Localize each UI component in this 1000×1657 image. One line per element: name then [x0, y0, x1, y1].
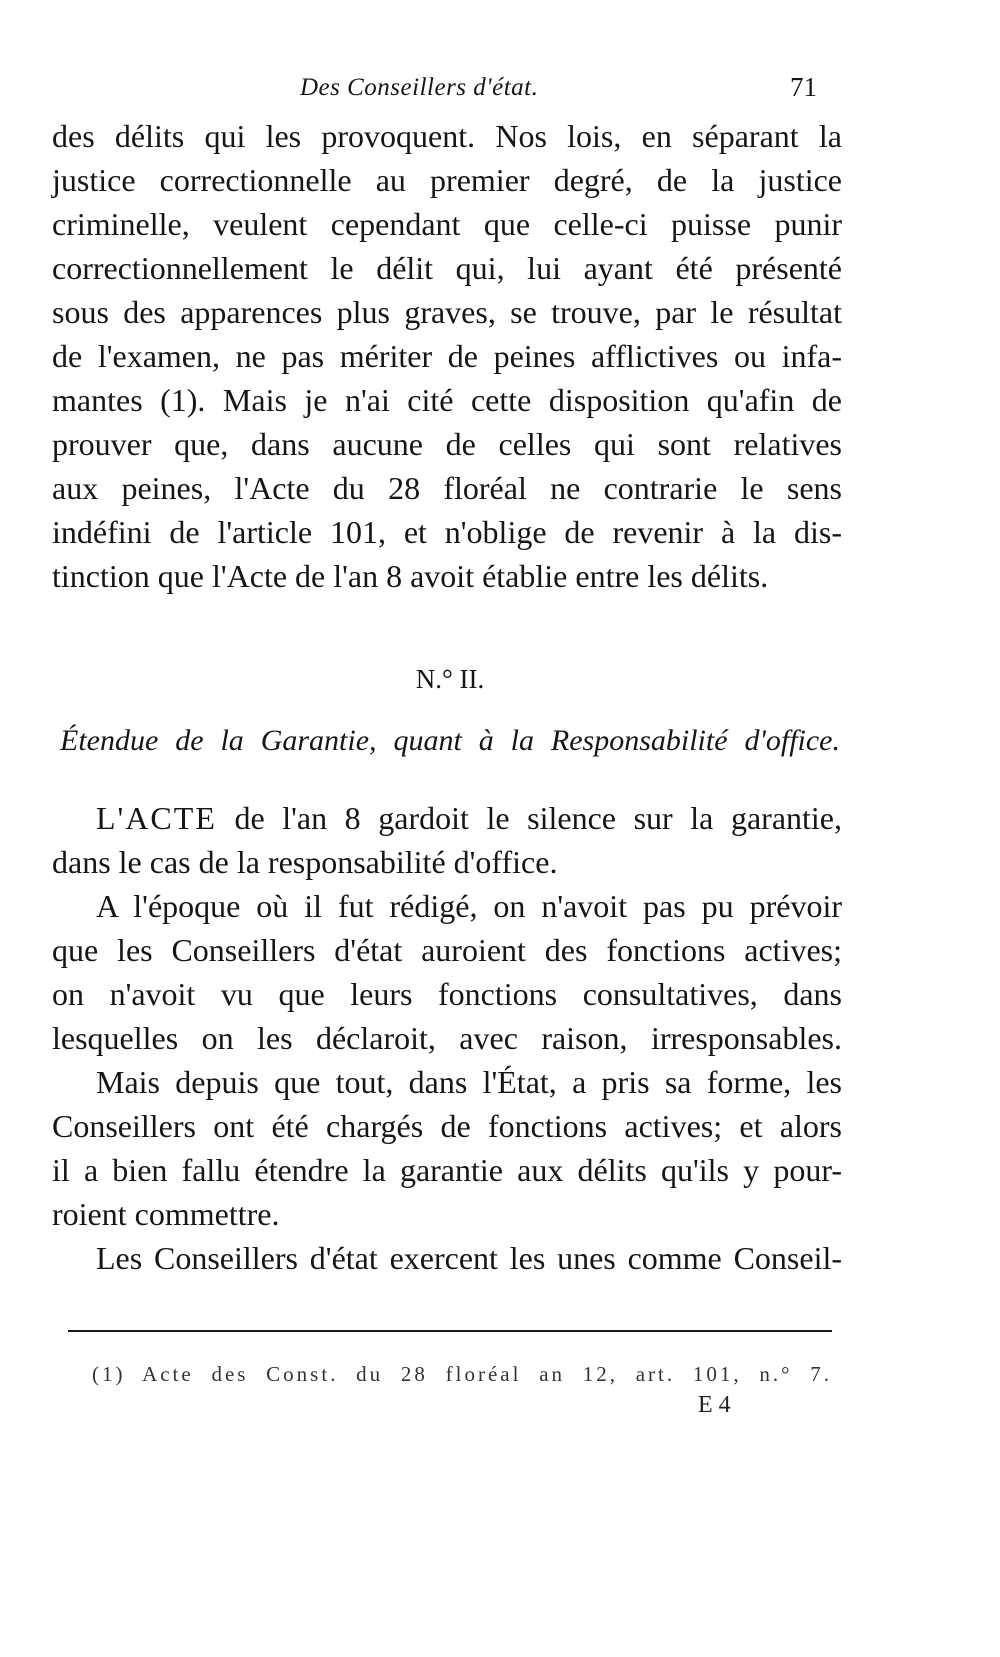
text-line: Conseillers ont été chargés de fonctions actives; et alors [52, 1108, 842, 1144]
text-line: des délits qui les provoquent. Nos lois, en séparant la [52, 118, 842, 154]
text-line: mantes (1). Mais je n'ai cité cette disposition qu'afin de [52, 382, 842, 418]
text-line: justice correctionnelle au premier degré, de la justice [52, 162, 842, 198]
section-number: N.° II. [415, 664, 485, 694]
text-line: tinction que l'Acte de l'an 8 avoit établie entre les délits. [52, 558, 769, 594]
text-line [96, 796, 842, 840]
drop-word: L'ACTE [96, 800, 217, 836]
text-line: aux peines, l'Acte du 28 floréal ne contrarie le sens [52, 470, 842, 506]
signature-mark: E 4 [698, 1392, 731, 1418]
text-line: prouver que, dans aucune de celles qui sont relatives [52, 426, 842, 462]
text-line: on n'avoit vu que leurs fonctions consultatives, dans [52, 976, 842, 1012]
page-number: 71 [790, 72, 817, 102]
footnote-rule [68, 1330, 832, 1332]
text-line: dans le cas de la responsabilité d'office. [52, 844, 558, 880]
section-title: Étendue de la Garantie, quant à la Responsabilité d'office. [60, 724, 840, 757]
text-line: correctionnellement le délit qui, lui ayant été présenté [52, 250, 842, 286]
text-line: A l'époque où il fut rédigé, on n'avoit pas pu prévoir [96, 888, 842, 924]
text-line: il a bien fallu étendre la garantie aux délits qu'ils y pour- [52, 1152, 842, 1188]
text-line: Les Conseillers d'état exercent les unes comme Conseil- [96, 1240, 842, 1276]
text-line: indéfini de l'article 101, et n'oblige de revenir à la dis- [52, 514, 842, 550]
text-line: que les Conseillers d'état auroient des fonctions actives; [52, 932, 842, 968]
footnote: (1) Acte des Const. du 28 floréal an 12, art. 101, n.° 7. [92, 1362, 832, 1386]
text-line: de l'examen, ne pas mériter de peines afflictives ou infa- [52, 338, 842, 374]
running-head: Des Conseillers d'état. [300, 74, 539, 101]
text-line: roient commettre. [52, 1196, 280, 1232]
text-line: criminelle, veulent cependant que celle-ci puisse punir [52, 206, 842, 242]
text-run: de l'an 8 gardoit le silence sur la garantie, [216, 800, 842, 836]
text-line: Mais depuis que tout, dans l'État, a pris sa forme, les [96, 1064, 842, 1100]
text-line: lesquelles on les déclaroit, avec raison, irresponsables. [52, 1020, 842, 1056]
text-line: sous des apparences plus graves, se trouve, par le résultat [52, 294, 842, 330]
